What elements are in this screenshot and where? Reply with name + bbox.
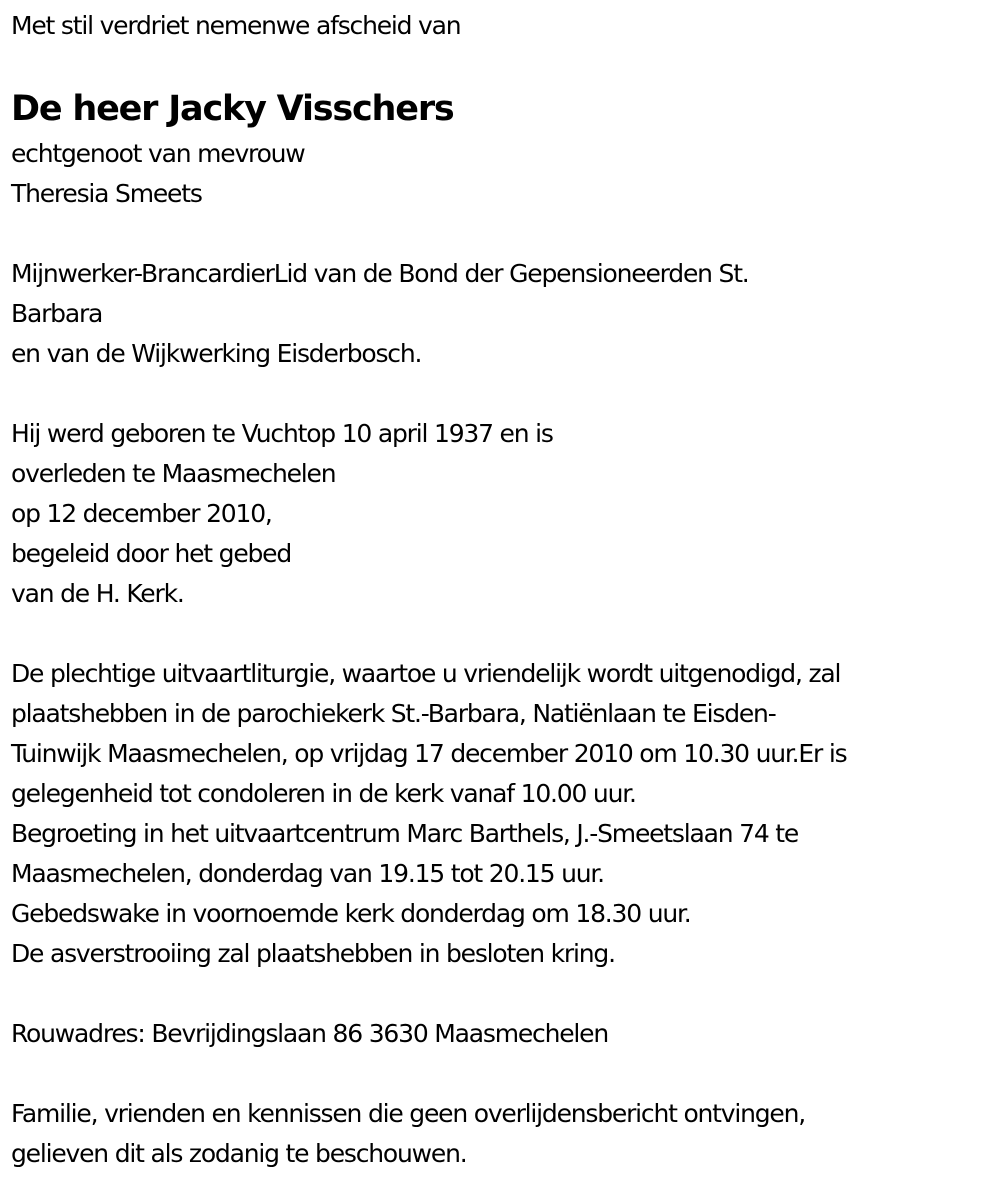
spouse-line-1: echtgenoot van mevrouw bbox=[11, 139, 305, 168]
membership-line-2: Barbara bbox=[11, 299, 103, 328]
funeral-line-2: plaatshebben in de parochiekerk St.-Barbara, Natiënlaan te Eisden- bbox=[11, 699, 776, 728]
life-line-5: van de H. Kerk. bbox=[11, 579, 184, 608]
mourning-address: Rouwadres: Bevrijdingslaan 86 3630 Maasmechelen bbox=[11, 1019, 608, 1048]
life-line-2: overleden te Maasmechelen bbox=[11, 459, 336, 488]
life-line-4: begeleid door het gebed bbox=[11, 539, 292, 568]
funeral-line-6: Maasmechelen, donderdag van 19.15 tot 20.15 uur. bbox=[11, 859, 604, 888]
closing-line-2: gelieven dit als zodanig te beschouwen. bbox=[11, 1139, 467, 1168]
life-line-3: op 12 december 2010, bbox=[11, 499, 272, 528]
paragraph-gap bbox=[11, 974, 996, 1014]
funeral-line-8: De asverstrooiing zal plaatshebben in besloten kring. bbox=[11, 939, 615, 968]
membership-line-1: Mijnwerker-BrancardierLid van de Bond der Gepensioneerden St. bbox=[11, 259, 749, 288]
obituary-document bbox=[11, 0, 996, 1174]
paragraph-gap bbox=[11, 374, 996, 414]
funeral-line-7: Gebedswake in voornoemde kerk donderdag om 18.30 uur. bbox=[11, 899, 691, 928]
paragraph-gap bbox=[11, 214, 996, 254]
paragraph-gap bbox=[11, 1054, 996, 1094]
deceased-name: De heer Jacky Visschers bbox=[11, 89, 454, 129]
life-line-1: Hij werd geboren te Vuchtop 10 april 1937 en is bbox=[11, 419, 553, 448]
intro-line: Met stil verdriet nemenwe afscheid van bbox=[11, 11, 461, 40]
paragraph-gap bbox=[11, 614, 996, 654]
funeral-line-1: De plechtige uitvaartliturgie, waartoe u vriendelijk wordt uitgenodigd, zal bbox=[11, 659, 841, 688]
funeral-line-5: Begroeting in het uitvaartcentrum Marc Barthels, J.-Smeetslaan 74 te bbox=[11, 819, 799, 848]
funeral-line-3: Tuinwijk Maasmechelen, op vrijdag 17 december 2010 om 10.30 uur.Er is bbox=[11, 739, 847, 768]
closing-line-1: Familie, vrienden en kennissen die geen overlijdensbericht ontvingen, bbox=[11, 1099, 806, 1128]
funeral-line-4: gelegenheid tot condoleren in de kerk vanaf 10.00 uur. bbox=[11, 779, 636, 808]
spouse-line-2: Theresia Smeets bbox=[11, 179, 202, 208]
membership-line-3: en van de Wijkwerking Eisderbosch. bbox=[11, 339, 422, 368]
